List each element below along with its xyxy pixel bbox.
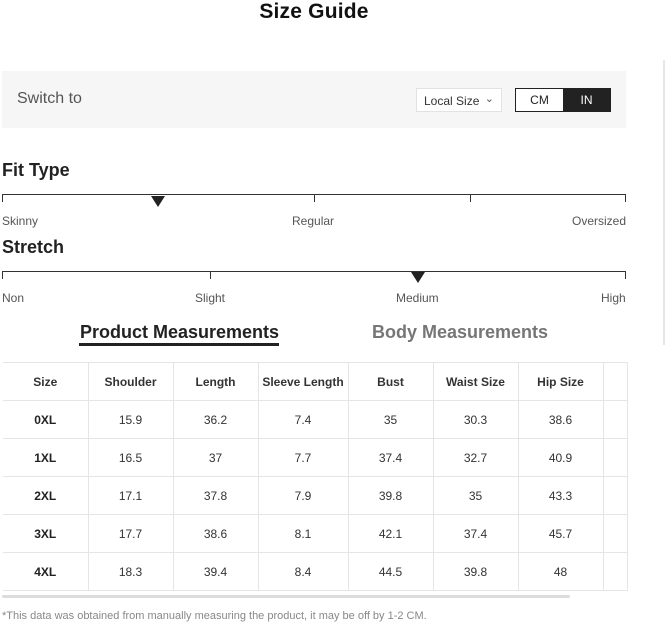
column-header: Waist Size: [433, 363, 518, 401]
chevron-down-icon: ⌄: [484, 93, 494, 105]
fit-type-label-oversized: Oversized: [572, 214, 627, 228]
measurement-cell: 15.9: [88, 401, 173, 439]
size-cell: 3XL: [3, 515, 88, 553]
measurement-cell: 44.5: [348, 553, 433, 591]
stretch-tick: [210, 271, 211, 279]
stretch-label-high: High: [601, 291, 626, 305]
fit-type-tick: [470, 194, 471, 202]
size-cell: 1XL: [3, 439, 88, 477]
measurement-cell: 16.5: [88, 439, 173, 477]
fit-type-label-skinny: Skinny: [2, 214, 39, 228]
unit-in-button[interactable]: IN: [563, 89, 610, 111]
column-header: Shoulder: [88, 363, 173, 401]
measurement-cell: 35: [433, 477, 518, 515]
measurement-cell: 7.7: [258, 439, 348, 477]
fit-type-label-regular: Regular: [292, 214, 335, 228]
stretch-label-slight: Slight: [195, 291, 226, 305]
footnote: *This data was obtained from manually measuring the product, it may be off by 1-2 CM.: [2, 610, 427, 622]
column-header: Bust: [348, 363, 433, 401]
overflow-cell: [603, 401, 627, 439]
tab-product-measurements[interactable]: Product Measurements: [80, 322, 280, 342]
measurement-cell: 42.1: [348, 515, 433, 553]
table-row: [3, 553, 627, 591]
horizontal-scrollbar[interactable]: [2, 595, 570, 598]
unit-switch-bar: [2, 71, 626, 128]
stretch-heading: Stretch: [2, 237, 65, 257]
measurement-cell: 37.4: [433, 515, 518, 553]
overflow-cell: [603, 515, 627, 553]
table-row: [3, 515, 627, 553]
unit-toggle[interactable]: [515, 88, 611, 112]
switch-label: Switch to: [17, 90, 82, 107]
column-header: Sleeve Length: [258, 363, 348, 401]
column-header: Length: [173, 363, 258, 401]
fit-type-indicator: [151, 196, 165, 207]
stretch-indicator: [411, 272, 425, 283]
stretch-tick: [2, 271, 3, 279]
stretch-scale: [2, 271, 626, 272]
stretch-label-medium: Medium: [396, 291, 439, 305]
measurement-cell: 35: [348, 401, 433, 439]
measurement-cell: 39.8: [433, 553, 518, 591]
table-row: [3, 401, 627, 439]
overflow-cell: [603, 477, 627, 515]
stretch-label-non: Non: [2, 291, 25, 305]
column-header-overflow: [603, 363, 627, 401]
page-title: Size Guide: [259, 0, 369, 23]
measurement-cell: 8.4: [258, 553, 348, 591]
measurement-cell: 7.9: [258, 477, 348, 515]
measurement-cell: 40.9: [518, 439, 603, 477]
size-cell: 4XL: [3, 553, 88, 591]
measurement-cell: 17.1: [88, 477, 173, 515]
column-header: Hip Size: [518, 363, 603, 401]
measurement-cell: 38.6: [518, 401, 603, 439]
measurement-cell: 32.7: [433, 439, 518, 477]
measurement-cell: 38.6: [173, 515, 258, 553]
stretch-tick: [625, 271, 626, 279]
local-size-dropdown[interactable]: [416, 88, 502, 112]
measurement-cell: 36.2: [173, 401, 258, 439]
fit-type-heading: Fit Type: [2, 160, 70, 180]
fit-type-tick: [314, 194, 315, 202]
measurement-cell: 8.1: [258, 515, 348, 553]
fit-type-tick: [2, 194, 3, 202]
unit-cm-button[interactable]: CM: [516, 89, 563, 111]
measurement-cell: 37.4: [348, 439, 433, 477]
measurement-cell: 43.3: [518, 477, 603, 515]
table-row: [3, 477, 627, 515]
vertical-scrollbar[interactable]: [663, 60, 665, 345]
size-cell: 2XL: [3, 477, 88, 515]
size-table: [3, 362, 628, 591]
measurement-cell: 39.8: [348, 477, 433, 515]
table-header-row: [3, 363, 627, 401]
measurement-cell: 37.8: [173, 477, 258, 515]
measurement-cell: 39.4: [173, 553, 258, 591]
measurement-cell: 45.7: [518, 515, 603, 553]
active-tab-underline: [79, 343, 279, 346]
column-header: Size: [3, 363, 88, 401]
measurement-cell: 48: [518, 553, 603, 591]
measurement-cell: 17.7: [88, 515, 173, 553]
fit-type-tick: [625, 194, 626, 202]
size-cell: 0XL: [3, 401, 88, 439]
measurement-cell: 37: [173, 439, 258, 477]
measurement-cell: 7.4: [258, 401, 348, 439]
table-row: [3, 439, 627, 477]
overflow-cell: [603, 439, 627, 477]
local-size-label: Local Size: [424, 94, 480, 108]
overflow-cell: [603, 553, 627, 591]
measurement-cell: 30.3: [433, 401, 518, 439]
tab-body-measurements[interactable]: Body Measurements: [372, 322, 549, 342]
measurement-cell: 18.3: [88, 553, 173, 591]
